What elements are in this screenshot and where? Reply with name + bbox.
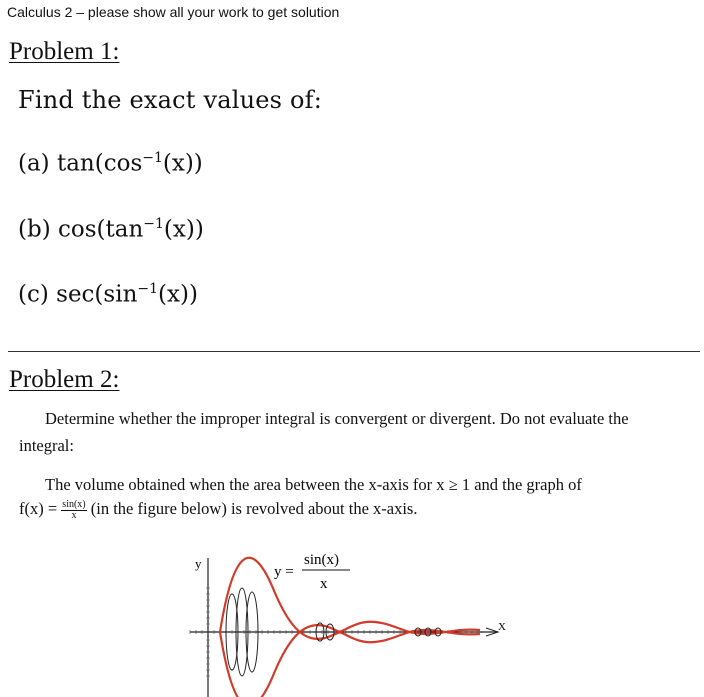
fx-label: f(x) = [19,499,58,518]
problem2-title: Problem 2: [9,366,120,393]
x-axis-label: X [498,621,506,633]
item-a-tail: (x)) [162,150,203,177]
item-c-exp: −1 [137,281,159,297]
item-a-exp: −1 [142,150,163,166]
fx-fraction [61,500,86,521]
problem1-item-a [18,150,203,177]
equation-numerator: sin(x) [304,552,339,568]
solid-of-revolution-figure [180,548,520,697]
y-axis-label: y [195,556,202,571]
item-b-exp: −1 [143,216,164,232]
curve-lower [220,625,480,697]
problem2-line1: Determine whether the improper integral is convergent or divergent. Do not evaluate the [45,409,629,428]
item-b-tail: (x)) [163,216,204,243]
header-text: Calculus 2 – please show all your work to get solution [7,4,340,20]
fx-frac-num: sin(x) [62,498,86,510]
problem1-item-b [18,216,204,243]
problem2-line2: integral: [19,436,74,455]
item-c-tail: (x)) [158,281,198,308]
problem1-prompt: Find the exact values of: [18,86,323,114]
item-c-func: (c) sec(sin [18,281,138,308]
section-divider [8,351,700,352]
problem1-title: Problem 1: [9,38,120,65]
fx-frac-den: x [71,509,77,521]
item-a-func: (a) tan(cos [18,150,143,177]
equation-denominator: x [320,576,328,592]
equation-lhs: y = [274,564,294,580]
problem2-line4 [19,499,417,521]
item-b-func: (b) cos(tan [18,216,144,243]
problem1-item-c [18,281,198,308]
problem2-line3: The volume obtained when the area between the x-axis for x ≥ 1 and the graph of [45,475,582,494]
line4-tail: (in the figure below) is revolved about the x-axis. [90,499,418,518]
